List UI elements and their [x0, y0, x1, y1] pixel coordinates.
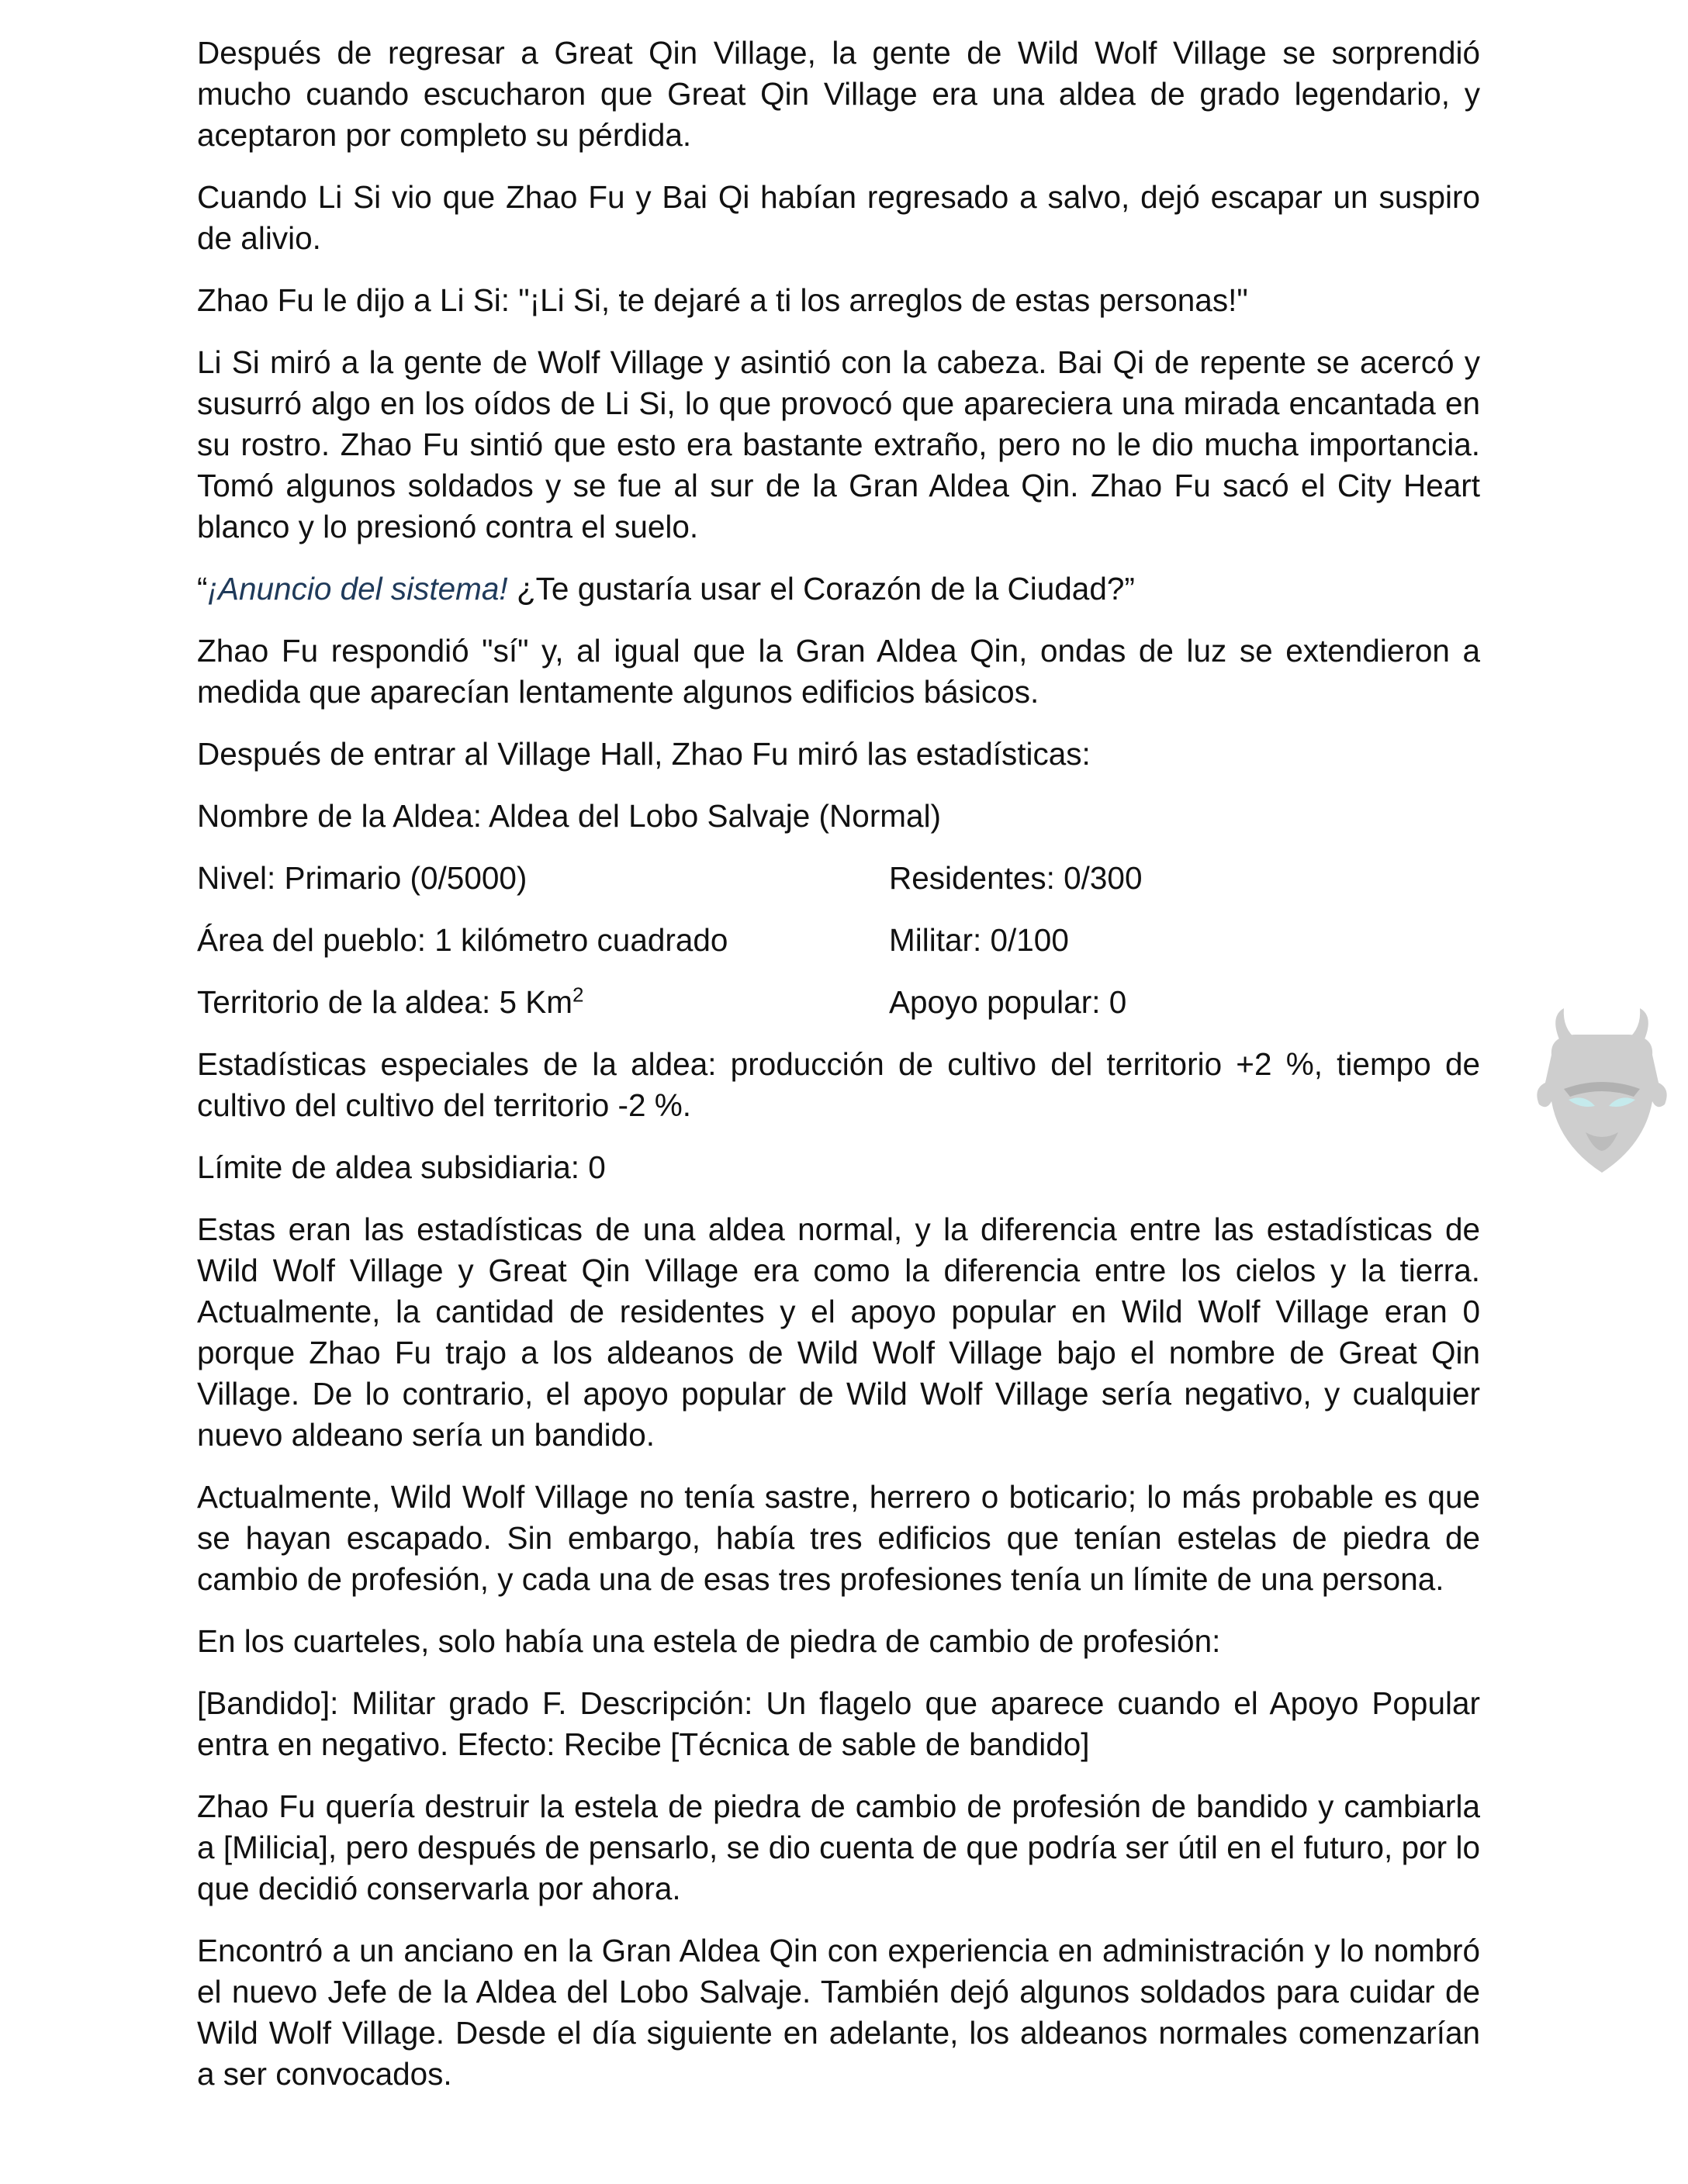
- system-announcement-question: ¿Te gustaría usar el Corazón de la Ciudad?”: [507, 571, 1135, 606]
- paragraph-9: Actualmente, Wild Wolf Village no tenía sastre, herrero o boticario; lo más probable es que se hayan escapado. Sin embargo, había tres edificios que tenían estelas de piedra de cambio de profesión, y cada una de esas tres profesiones tenía un límite de una persona.: [197, 1479, 1480, 1597]
- paragraph-6: Zhao Fu respondió "sí" y, al igual que la Gran Aldea Qin, ondas de luz se extendieron a medida que aparecían lentamente algunos edificios básicos.: [197, 633, 1480, 710]
- stats-row-area: [197, 920, 1480, 961]
- paragraph-8: Estas eran las estadísticas de una aldea normal, y la diferencia entre las estadísticas de Wild Wolf Village y Great Qin Village era como la diferencia entre los cielos y la tierra. Actualmente, la cantidad de residentes y el apoyo popular en Wild Wolf Village eran 0 porque Zhao Fu trajo a los aldeanos de Wild Wolf Village bajo el nombre de Great Qin Village. De lo contrario, el apoyo popular de Wild Wolf Village sería negativo, y cualquier nuevo aldeano sería un bandido.: [197, 1211, 1480, 1453]
- system-announcement-text: ¡Anuncio del sistema!: [207, 571, 508, 606]
- paragraph-7: Después de entrar al Village Hall, Zhao Fu miró las estadísticas:: [197, 736, 1091, 772]
- stat-special: Estadísticas especiales de la aldea: producción de cultivo del territorio +2 %, tiempo de cultivo del cultivo del territorio -2 %.: [197, 1046, 1480, 1123]
- paragraph-11: [Bandido]: Militar grado F. Descripción: Un flagelo que aparece cuando el Apoyo Popular entra en negativo. Efecto: Recibe [Técnica de sable de bandido]: [197, 1685, 1480, 1762]
- paragraph-1: Después de regresar a Great Qin Village, la gente de Wild Wolf Village se sorprendió mucho cuando escucharon que Great Qin Village era una aldea de grado legendario, y aceptaron por completo su pérdida.: [197, 35, 1480, 153]
- paragraph-12: Zhao Fu quería destruir la estela de piedra de cambio de profesión de bandido y cambiarla a [Milicia], pero después de pensarlo, se dio cuenta de que podría ser útil en el futuro, por lo que decidió conservarla por ahora.: [197, 1788, 1480, 1906]
- stat-territory-superscript: 2: [572, 983, 584, 1007]
- paragraph-3: Zhao Fu le dijo a Li Si: "¡Li Si, te dejaré a ti los arreglos de estas personas!": [197, 282, 1248, 318]
- stat-residents: Residentes: 0/300: [889, 860, 1143, 896]
- stat-level: Nivel: Primario (0/5000): [197, 860, 528, 896]
- stat-support: Apoyo popular: 0: [889, 984, 1127, 1020]
- demon-head-watermark-icon: [1528, 1008, 1676, 1187]
- stat-subsidiary: Límite de aldea subsidiaria: 0: [197, 1149, 606, 1185]
- open-quote: “: [197, 571, 208, 606]
- stats-row-level: [197, 858, 1480, 899]
- document-page: [197, 33, 1480, 2116]
- stat-village-name: Nombre de la Aldea: Aldea del Lobo Salvaje (Normal): [197, 798, 942, 834]
- paragraph-5-system-announcement: [197, 568, 1480, 610]
- stat-territory: [197, 982, 889, 1023]
- paragraph-2: Cuando Li Si vio que Zhao Fu y Bai Qi habían regresado a salvo, dejó escapar un suspiro de alivio.: [197, 179, 1480, 256]
- paragraph-13: Encontró a un anciano en la Gran Aldea Qin con experiencia en administración y lo nombró el nuevo Jefe de la Aldea del Lobo Salvaje. También dejó algunos soldados para cuidar de Wild Wolf Village. Desde el día siguiente en adelante, los aldeanos normales comenzarían a ser convocados.: [197, 1933, 1480, 2092]
- stat-area: Área del pueblo: 1 kilómetro cuadrado: [197, 922, 728, 958]
- stat-territory-text: Territorio de la aldea: 5 Km: [197, 984, 572, 1020]
- paragraph-4: Li Si miró a la gente de Wolf Village y asintió con la cabeza. Bai Qi de repente se acercó y susurró algo en los oídos de Li Si, lo que provocó que apareciera una mirada encantada en su rostro. Zhao Fu sintió que esto era bastante extraño, pero no le dio mucha importancia. Tomó algunos soldados y se fue al sur de la Gran Aldea Qin. Zhao Fu sacó el City Heart blanco y lo presionó contra el suelo.: [197, 344, 1480, 544]
- stats-row-territory: [197, 982, 1480, 1023]
- paragraph-10: En los cuarteles, solo había una estela de piedra de cambio de profesión:: [197, 1623, 1221, 1659]
- stat-military: Militar: 0/100: [889, 922, 1069, 958]
